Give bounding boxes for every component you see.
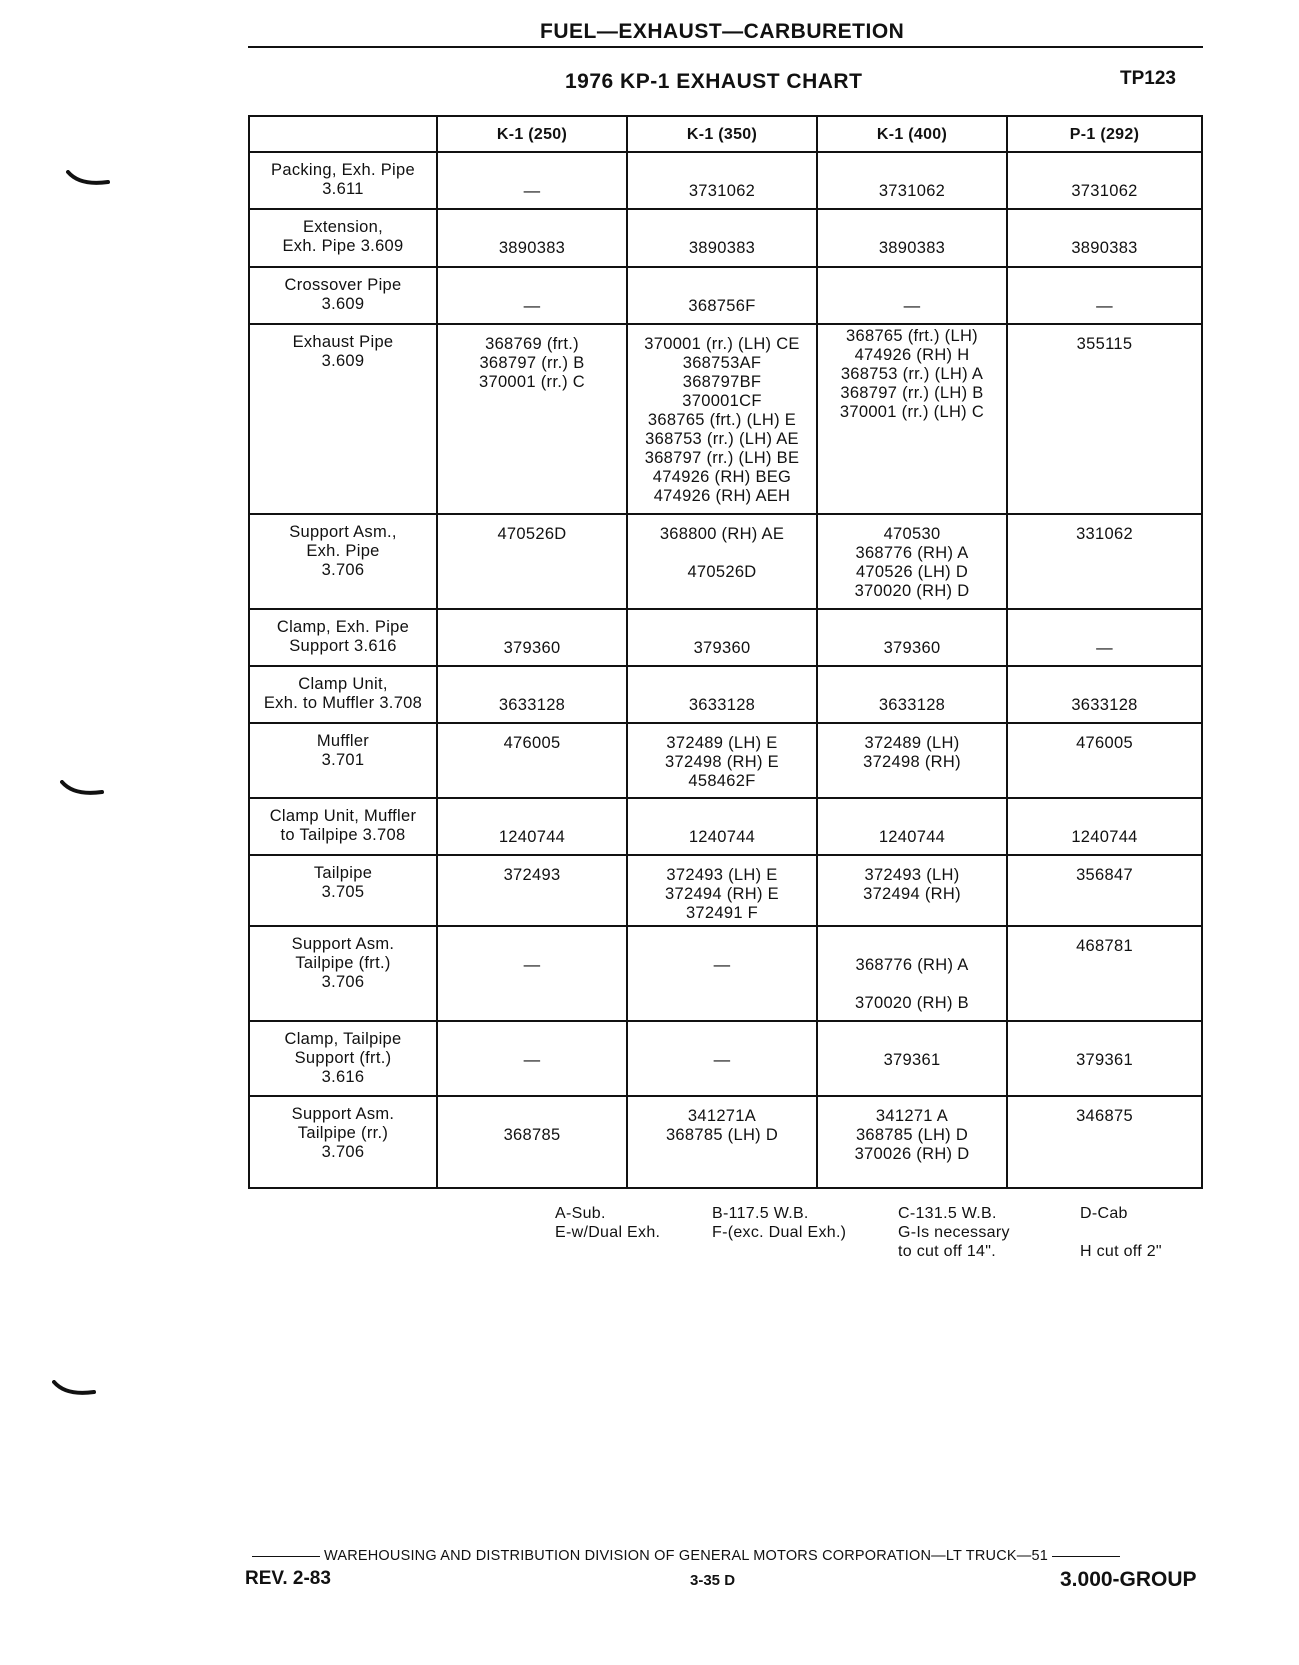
part-number [632,544,812,563]
part-number-cell [817,267,1007,324]
section-title: FUEL—EXHAUST—CARBURETION [540,20,905,43]
part-number-cell [1007,1021,1202,1096]
row-label-line: to Tailpipe 3.708 [280,826,406,844]
row-label [249,666,437,723]
table-row [249,267,1202,324]
part-number-cell [817,798,1007,855]
part-number: 370001CF [682,392,762,410]
part-number: 331062 [1076,525,1133,543]
part-number: 368765 (frt.) (LH) E [647,411,797,429]
part-number-cell [817,514,1007,609]
part-number-cell [627,514,817,609]
row-label [249,209,437,267]
part-number: 370020 (RH) B [855,994,969,1012]
table-row [249,1096,1202,1188]
row-label-line: 3.701 [321,751,365,769]
part-number: 372489 (LH) E [666,734,778,752]
row-label-line: Support 3.616 [289,637,397,655]
part-number: 355115 [1076,335,1133,353]
footer-division-text: WAREHOUSING AND DISTRIBUTION DIVISION OF GENERAL MOTORS CORPORATION—LT TRUCK—51 [324,1548,1048,1564]
part-number-cell [627,1096,817,1188]
chart-title: 1976 KP-1 EXHAUST CHART [565,70,863,93]
page-number: 3-35 D [690,1572,736,1589]
part-number: 370001 (rr.) (LH) CE [644,335,800,353]
legend-item: D-Cab [1080,1205,1128,1222]
part-number: 341271A [687,1107,757,1125]
row-label-line: Exhaust Pipe [292,333,394,351]
part-number: 3633128 [688,696,756,714]
part-number: 470526D [497,525,567,543]
part-number: 372493 (LH) E [666,866,778,884]
row-label-line: Support Asm. [291,935,395,953]
part-number-cell [437,152,627,209]
part-number: 368785 [503,1126,561,1144]
exhaust-chart-table [248,115,1203,1189]
part-number: 379360 [693,639,751,657]
row-label [249,609,437,666]
part-number: 1240744 [1071,828,1138,846]
part-number: 476005 [503,734,561,752]
part-number-cell [627,723,817,798]
legend-item: A-Sub. [555,1205,606,1222]
footer-line [248,1548,1208,1564]
part-number: 3731062 [1071,182,1138,200]
part-number-cell [437,514,627,609]
row-label-line: Support Asm. [291,1105,395,1123]
table-row [249,209,1202,267]
part-number-cell [1007,209,1202,267]
row-label [249,267,437,324]
row-label-line: Tailpipe [313,864,373,882]
part-number: 372498 (RH) [863,753,961,771]
part-number: 370026 (RH) D [854,1145,970,1163]
part-number: 370001 (rr.) C [479,373,585,391]
row-label-line: 3.616 [321,1068,365,1086]
row-label-line: Exh. Pipe [306,542,380,560]
part-number-cell [1007,609,1202,666]
table-row [249,152,1202,209]
legend-item: B-117.5 W.B. [712,1205,809,1222]
part-number-cell [817,209,1007,267]
row-label-line: 3.706 [321,561,365,579]
part-number-cell [1007,723,1202,798]
part-number: 470530 [883,525,941,543]
row-label-line: 3.611 [322,180,364,198]
part-number: 3731062 [878,182,946,200]
part-number: 1240744 [878,828,946,846]
binding-mark-middle [60,780,104,798]
part-number: 368797BF [682,373,762,391]
part-number: 474926 (RH) BEG [652,468,792,486]
part-number-cell [437,609,627,666]
table-row [249,798,1202,855]
footer-rule-left [252,1556,320,1557]
part-number-cell [1007,1096,1202,1188]
row-label-line: Tailpipe (frt.) [295,954,391,972]
row-label-line: Tailpipe (rr.) [297,1124,389,1142]
row-label [249,723,437,798]
legend-item: to cut off 14". [898,1243,996,1260]
row-label-line: Support Asm., [289,523,397,541]
row-label-line: 3.609 [321,295,365,313]
part-number-cell [627,324,817,514]
chart-code: TP123 [1120,68,1176,89]
part-number: 368800 (RH) AE [659,525,785,543]
row-label-line: Extension, [302,218,384,236]
row-label-line: Exh. Pipe 3.609 [282,237,404,255]
part-number: 368797 (rr.) B [479,354,585,372]
part-number: 372491 F [685,904,759,922]
part-number-cell [437,1021,627,1096]
row-label-line: Packing, Exh. Pipe [271,161,415,179]
part-number-cell [817,152,1007,209]
part-number: 372493 (LH) [864,866,960,884]
part-number-cell [817,1096,1007,1188]
legend-col-4 [1080,1204,1162,1261]
legend-col-3 [898,1204,1010,1261]
table-row [249,1021,1202,1096]
part-number: 3633128 [878,696,946,714]
part-number-cell [437,1096,627,1188]
part-number: 368785 (LH) D [665,1126,779,1144]
part-number-cell [1007,926,1202,1021]
part-number: 368785 (LH) D [855,1126,969,1144]
part-number: 368776 (RH) A [855,544,969,562]
part-number: 470526 (LH) D [855,563,969,581]
table-header-row [249,116,1202,152]
column-header: P-1 (292) [1007,116,1202,152]
part-number-cell [627,926,817,1021]
part-number: 379360 [883,639,941,657]
part-number-cell [437,267,627,324]
part-number-cell [1007,855,1202,926]
part-number-cell [437,798,627,855]
part-number: — [1096,297,1113,315]
part-number: 474926 (RH) AEH [653,487,791,505]
row-label-line: Support (frt.) [294,1049,392,1067]
part-number: 368797 (rr.) (LH) BE [644,449,800,467]
part-number: 3633128 [498,696,566,714]
part-number: 368756F [688,297,756,315]
part-number: — [523,956,541,974]
header-rule [248,46,1203,48]
column-header: K-1 (250) [437,116,627,152]
legend-item: F-(exc. Dual Exh.) [712,1224,847,1241]
part-number-cell [627,209,817,267]
part-number: — [523,1051,541,1069]
part-number-cell [817,1021,1007,1096]
part-number-cell [817,926,1007,1021]
row-label-line: Muffler [316,732,370,750]
part-number: 370001 (rr.) (LH) C [839,403,985,421]
binding-mark-bottom [52,1380,96,1398]
part-number: 368797 (rr.) (LH) B [840,384,984,402]
legend-item: H cut off 2" [1080,1243,1162,1260]
legend-item: C-131.5 W.B. [898,1205,997,1222]
part-number: 368753AF [682,354,762,372]
part-number: 1240744 [498,828,566,846]
part-number: 372494 (RH) E [665,885,779,903]
part-number: 346875 [1076,1107,1133,1125]
part-number: 379360 [503,639,561,657]
column-header: K-1 (350) [627,116,817,152]
part-number-cell [627,152,817,209]
part-number: 356847 [1076,866,1133,884]
binding-mark-top [66,170,110,188]
row-label-line: Clamp Unit, [298,675,388,693]
part-number-cell [437,209,627,267]
part-number: — [713,956,731,974]
part-number-cell [817,666,1007,723]
row-label [249,1096,437,1188]
legend-item: E-w/Dual Exh. [555,1224,661,1241]
part-number-cell [1007,267,1202,324]
part-number: 3731062 [688,182,756,200]
part-number: 341271 A [875,1107,949,1125]
row-label [249,324,437,514]
row-label-line: Clamp, Exh. Pipe [276,618,410,636]
part-number: 3890383 [878,239,946,257]
row-label-line: 3.705 [321,883,365,901]
part-number-cell [437,723,627,798]
part-number: 379361 [1076,1051,1133,1069]
part-number-cell [437,324,627,514]
part-number [822,975,1002,994]
row-label [249,926,437,1021]
column-header [249,116,437,152]
legend-item: G-Is necessary [898,1224,1010,1241]
part-number-cell [1007,514,1202,609]
part-number: 368769 (frt.) [485,335,579,353]
part-number: — [903,297,921,315]
part-number: 3890383 [688,239,756,257]
revision-label: REV. 2-83 [245,1568,331,1589]
legend-col-1 [555,1204,660,1242]
row-label [249,152,437,209]
part-number-cell [437,926,627,1021]
part-number: — [1096,639,1113,657]
part-number: 474926 (RH) H [854,346,970,364]
part-number: 368753 (rr.) (LH) AE [645,430,799,448]
part-number: — [713,1051,731,1069]
row-label-line: 3.706 [321,973,365,991]
part-number-cell [817,855,1007,926]
part-number: 3890383 [498,239,566,257]
part-number: 3890383 [1071,239,1138,257]
part-number-cell [1007,324,1202,514]
legend-col-2 [712,1204,846,1242]
part-number: 370020 (RH) D [854,582,970,600]
table-row [249,855,1202,926]
part-number: 368753 (rr.) (LH) A [840,365,984,383]
part-number-cell [627,855,817,926]
part-number-cell [1007,666,1202,723]
part-number: 368776 (RH) A [855,956,969,974]
part-number: 372494 (RH) [863,885,961,903]
row-label-line: Clamp, Tailpipe [284,1030,402,1048]
table-row [249,514,1202,609]
table-row [249,609,1202,666]
part-number: 372498 (RH) E [665,753,779,771]
part-number-cell [817,723,1007,798]
part-number-cell [437,855,627,926]
row-label-line: Clamp Unit, Muffler [269,807,417,825]
part-number-cell [627,267,817,324]
part-number-cell [627,1021,817,1096]
group-label: 3.000-GROUP [1060,1568,1197,1591]
column-header: K-1 (400) [817,116,1007,152]
part-number: 372493 [503,866,561,884]
row-label [249,1021,437,1096]
part-number: 476005 [1076,734,1133,752]
table-row [249,723,1202,798]
part-number-cell [627,666,817,723]
part-number: — [523,182,541,200]
table-row [249,666,1202,723]
part-number: 372489 (LH) [864,734,960,752]
row-label [249,798,437,855]
part-number: 1240744 [688,828,756,846]
part-number: 3633128 [1071,696,1138,714]
legend-item [1080,1223,1162,1242]
row-label-line: 3.609 [321,352,365,370]
part-number: 468781 [1076,937,1133,955]
table-row [249,926,1202,1021]
part-number: 470526D [687,563,757,581]
part-number-cell [1007,798,1202,855]
part-number: 458462F [688,772,756,790]
row-label-line: 3.706 [321,1143,365,1161]
part-number: 368765 (frt.) (LH) [846,327,978,345]
row-label-line: Exh. to Muffler 3.708 [263,694,423,712]
row-label-line: Crossover Pipe [284,276,402,294]
part-number-cell [627,798,817,855]
part-number-cell [437,666,627,723]
part-number-cell [817,609,1007,666]
part-number: — [523,297,541,315]
part-number-cell [817,324,1007,514]
footer-rule-right [1052,1556,1120,1557]
row-label [249,514,437,609]
row-label [249,855,437,926]
table-row [249,324,1202,514]
part-number-cell [1007,152,1202,209]
part-number: 379361 [883,1051,941,1069]
part-number-cell [627,609,817,666]
